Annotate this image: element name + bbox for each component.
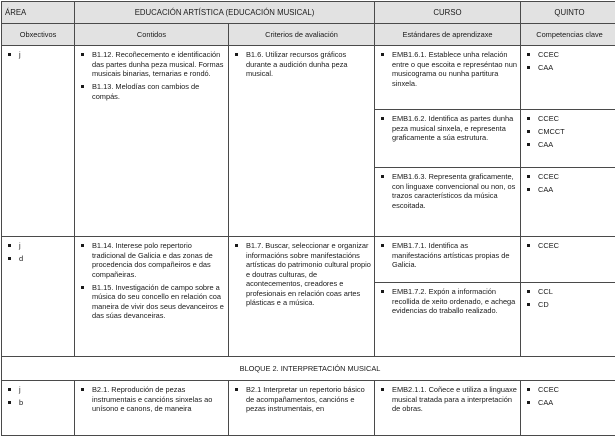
contidos-cell [75,237,229,357]
estandar-cell [375,46,521,110]
col-competencias: Competencias clave [521,24,615,46]
col-criterios: Criterios de avaliación [229,24,375,46]
bloque-row [2,357,615,381]
list-item: EMB1.7.2. Expón a información recollida de xeito ordenado, e achega evidencias do traballo realizado. [378,287,517,316]
list-item: B1.14. Interese polo repertorio tradicional de Galicia e das zonas de procedencia dos compañeiros e das compañeiras. [78,241,225,279]
list-item: j [5,50,71,60]
header-row [2,2,615,24]
table-row [2,46,615,110]
list-item: CCEC [524,385,615,395]
estandar-cell [375,237,521,283]
table-row [2,381,615,436]
subject-title: EDUCACIÓN ARTÍSTICA (EDUCACIÓN MUSICAL) [75,2,375,24]
obxectivos-cell [2,237,75,357]
col-obxectivos: Obxectivos [2,24,75,46]
estandar-cell [375,381,521,436]
obxectivos-cell [2,46,75,237]
criterios-cell [229,237,375,357]
estandar-cell [375,168,521,237]
course-label: CURSO [375,2,521,24]
col-contidos: Contidos [75,24,229,46]
list-item: CAA [524,185,615,195]
table-row [2,237,615,283]
list-item: CAA [524,398,615,408]
competencias-cell [521,110,615,168]
list-item: B1.6. Utilizar recursos gráficos durante a audición dunha peza musical. [232,50,371,79]
list-item: B1.13. Melodías con cambios de compás. [78,82,225,101]
list-item: CMCCT [524,127,615,137]
contidos-cell [75,46,229,237]
curriculum-table [1,1,615,436]
contidos-cell [75,381,229,436]
list-item: CCEC [524,172,615,182]
list-item: EMB1.6.3. Representa graficamente, con linguaxe convencional ou non, os trazos característicos da música escoitada. [378,172,517,210]
competencias-cell [521,237,615,283]
list-item: B1.15. Investigación de campo sobre a música do seu concello en relación coa maneira de vivir dos seus devanceiros e das súas devanceiras. [78,283,225,321]
list-item: CAA [524,140,615,150]
list-item: CCEC [524,114,615,124]
list-item: CAA [524,63,615,73]
obxectivos-cell [2,381,75,436]
list-item: B1.12. Recoñecemento e identificación das partes dunha peza musical. Formas musicais binarias, ternarias e rondó. [78,50,225,79]
list-item: EMB2.1.1. Coñece e utiliza a linguaxe musical tratada para a interpretación de obras. [378,385,517,414]
list-item: j [5,385,71,395]
competencias-cell [521,46,615,110]
list-item: b [5,398,71,408]
list-item: B1.7. Buscar, seleccionar e organizar informacións sobre manifestacións artísticas do patrimonio cultural propio e doutras culturas, de acontecementos, creadores e profesionais en relación coas artes plásticas e a música. [232,241,371,308]
course-value: QUINTO [521,2,615,24]
criterios-cell [229,46,375,237]
competencias-cell [521,283,615,357]
bloque-title: BLOQUE 2. INTERPRETACIÓN MUSICAL [2,357,615,381]
list-item: CCL [524,287,615,297]
column-header-row [2,24,615,46]
list-item: d [5,254,71,264]
competencias-cell [521,168,615,237]
list-item: CCEC [524,50,615,60]
list-item: CD [524,300,615,310]
list-item: EMB1.6.1. Establece unha relación entre o que escoita e represéntao nun musicograma ou nunha partitura sinxela. [378,50,517,88]
criterios-cell [229,381,375,436]
list-item: CCEC [524,241,615,251]
col-estandares: Estándares de aprendizaxe [375,24,521,46]
list-item: j [5,241,71,251]
estandar-cell [375,283,521,357]
area-label: ÁREA [2,2,75,24]
list-item: EMB1.6.2. Identifica as partes dunha peza musical sinxela, e representa graficamente a súa estrutura. [378,114,517,143]
list-item: B2.1. Reprodución de pezas instrumentais e cancións sinxelas ao unísono e canons, de maneira [78,385,225,414]
estandar-cell [375,110,521,168]
competencias-cell [521,381,615,436]
list-item: EMB1.7.1. Identifica as manifestacións artísticas propias de Galicia. [378,241,517,270]
list-item: B2.1 Interpretar un repertorio básico de acompañamentos, cancións e pezas instrumentais, en [232,385,371,414]
